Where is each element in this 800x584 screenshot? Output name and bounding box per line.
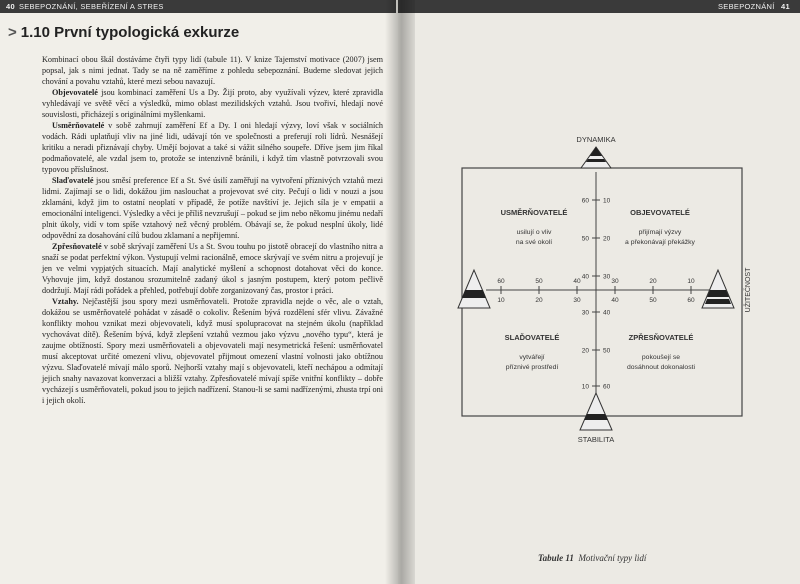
h-tick-label-top: 50	[535, 278, 543, 285]
triangle-bottom-icon	[580, 393, 612, 430]
paragraph-objevovatele	[42, 87, 383, 120]
paragraph-text: v sobě zahrnují zaměření Ef a Dy. I oni hledají výzvy, loví však v sociálních vodách. Rádi uplatňují vliv na jiné lidi, udávají tón ve společnosti a preferují roli lídrů. Nesnášejí kritiku a neradi přiznávají chyby. Umějí bojovat a také si vážit silného soupeře. Dříve jsem jim říkal podmaňovatelé, ale vzdal jsem to, protože se intenzivně bránili, i když tím vlastně potvrzovali svou typovou příslušnost.	[42, 121, 383, 174]
paragraph-zpresnovatele	[42, 241, 383, 296]
quadrant-sladovatele-desc1: vytvářejí	[519, 354, 545, 361]
page-number-left: 40	[6, 2, 15, 11]
v-tick-label-right: 20	[603, 235, 611, 243]
motivation-diagram	[398, 0, 800, 584]
caption-label: Tabule 11	[538, 553, 574, 563]
axis-label-top: DYNAMIKA	[576, 135, 616, 144]
paragraph-intro: Kombinací obou škál dostáváme čtyři typy lidí (tabule 11). V knize Tajemství motivace (2007) jsem popsal, jak s nimi jednat. Tady se na ně zaměříme z pohledu sebepoznání. Budeme sledovat jejich chování a povahu vztahů, které mezi sebou navazují.	[42, 55, 383, 86]
paragraph-text: jsou kombinací zaměření Us a Dy. Žijí proto, aby využívali výzev, které zpravidla vyhledávají ve světě věcí a výsledků, mimo oblast mezilidských vztahů. Jsou tvořiví, hledají nové souvislosti, přicházejí s originálními myšlenkami.	[42, 88, 383, 119]
running-header-left	[0, 0, 396, 13]
term-objevovatele: Objevovatelé	[52, 88, 98, 97]
v-tick-label-left: 40	[581, 273, 589, 281]
triangle-top-icon	[581, 147, 611, 168]
v-tick-label-right: 10	[603, 197, 611, 205]
v-tick-label-left: 30	[581, 309, 589, 317]
v-tick-label-right: 40	[603, 309, 611, 317]
h-tick-label-top: 40	[573, 278, 581, 285]
page-number-right: 41	[781, 2, 790, 11]
quadrant-zpresnovatele-desc2: dosáhnout dokonalosti	[626, 364, 696, 371]
quadrant-zpresnovatele-desc1: pokoušejí se	[641, 354, 681, 361]
running-title-right: SEBEPOZNÁNÍ	[718, 2, 775, 11]
h-tick-label-top: 10	[687, 278, 695, 285]
h-tick-label-bottom: 20	[535, 297, 543, 304]
v-tick-label-right: 60	[603, 383, 611, 391]
term-vztahy: Vztahy.	[52, 297, 79, 306]
quadrant-objevovatele-desc2: a překonávají překážky	[625, 239, 695, 246]
quadrant-objevovatele-desc1: přijímají výzvy	[638, 229, 682, 236]
h-tick-label-top: 60	[497, 278, 505, 285]
axis-label-bottom: STABILITA	[577, 435, 615, 444]
quadrant-usmernovatele-title: USMĚRŇOVATELÉ	[500, 208, 568, 217]
figure-caption	[538, 553, 646, 563]
quadrant-sladovatele-desc2: příznivé prostředí	[505, 364, 559, 371]
triangle-left-icon	[458, 270, 490, 308]
book-gutter-shadow	[385, 0, 415, 584]
h-tick-label-top: 30	[611, 278, 619, 285]
section-marker: >	[8, 24, 17, 41]
axis-label-right: UŽITEČNOST	[745, 267, 752, 313]
h-tick-label-bottom: 60	[687, 297, 695, 304]
v-tick-label-left: 20	[581, 347, 589, 355]
quadrant-zpresnovatele-title: ZPŘESŇOVATELÉ	[628, 333, 694, 342]
term-zpresnovatele: Zpřesňovatelé	[52, 242, 102, 251]
body-text	[42, 54, 383, 406]
quadrant-sladovatele-title: SLAĎOVATELÉ	[504, 333, 560, 342]
paragraph-sladovatele	[42, 175, 383, 241]
section-title: 1.10 První typologická exkurze	[20, 24, 240, 41]
paragraph-text: jsou směsí preference Ef a St. Své úsilí zaměřují na vytvoření příznivých vztahů mezi lidmi. Zajímají se o lidi, dokážou jim naslouchat a projevovat své city. Pečují o lidi v nouzi a jsou zklamáni, když jim to ostatní neoplatí v případě, že potíže navštíví je. Jejich síla je v empatii a emocionální inteligenci. Výsledky a věci je příliš nevzrušují – pokud se jim nebo někomu jinému nedaří plnit úkoly, vidí v tom spíše vztahový než věcný problém. Obávají se, že pokud nesplní úkoly, lidé odpovědní za dosahování cílů budou zklamaní a nepřijemní.	[42, 176, 383, 240]
paragraph-text: Nejčastější jsou spory mezi usměrňovateli. Protože zpravidla nejde o věc, ale o vztah, dokážou se usměrňovatelé pohádat v zásadě o cokoliv. Řešením bývá rozdělení sfér vlivu. Závažné konflikty mohou vznikat mezi objevovateli, když musí spolupracovat na stejném úkolu (například vychovávat dítě). Řešením bývá, když zlepšení vztahů vezmou jako výzvu „nového typu“, která je zaujme obtížností. Spory mezi usměrňovateli a objevovateli mají nesymetrická řešení: usměrňovatel musí akceptovat určité omezení vlivu, objevovatel přijmout omezení vlastní volnosti jako obtížnou výzvu. Slaďovatelé mívají málo sporů. Nejhorší vztahy mají s objevovateli, kteří nechápou a odmítají jejich snahy navazovat konverzaci a bližší vztahy. Zpřesňovatelé mívají spíše vnitřní konflikty – dobře vycházejí s usměrňovateli, pokud jsou to jejich nadřízení. Stanou-li se sami nadřízenými, zhusta trpí oni i jejich okolí.	[42, 297, 383, 405]
v-tick-label-right: 30	[603, 273, 611, 281]
triangle-right-icon	[702, 270, 734, 308]
running-title-left: SEBEPOZNÁNÍ, SEBEŘÍZENÍ A STRES	[18, 2, 164, 11]
caption-text: Motivační typy lidí	[578, 553, 647, 563]
quadrant-usmernovatele-desc1: usilují o vliv	[516, 229, 552, 236]
h-tick-label-bottom: 50	[649, 297, 657, 304]
section-heading	[8, 24, 239, 41]
quadrant-objevovatele-title: OBJEVOVATELÉ	[630, 208, 690, 217]
term-sladovatele: Slaďovatelé	[52, 176, 94, 185]
term-usmernovatele: Usměrňovatelé	[52, 121, 105, 130]
v-tick-label-left: 10	[581, 383, 589, 391]
h-tick-label-bottom: 30	[573, 297, 581, 304]
h-tick-label-bottom: 10	[497, 297, 505, 304]
diagram-frame	[462, 168, 742, 416]
v-tick-label-left: 50	[581, 235, 589, 243]
paragraph-text: v sobě skrývají zaměření Us a St. Svou touhu po jistotě obracejí do vlastního nitra a snaží se podat perfektní výkon. Vystupují velmi racionálně, emoce skrývají ve svém nitru a projevují je jen ve velmi vypjatých situacích. Mají analytické myšlení a schopnost dotahovat věci do konce. Vyhovuje jim, když dostanou srozumitelně zadaný úkol s jasným postupem, který potom pečlivě dodržují. Mají rádi pořádek a přehled, potřebují dobře zorganizovaný čas, prostor i práci.	[42, 242, 383, 295]
v-tick-label-right: 50	[603, 347, 611, 355]
quadrant-usmernovatele-desc2: na své okolí	[515, 239, 553, 246]
v-tick-label-left: 60	[581, 197, 589, 205]
paragraph-vztahy	[42, 296, 383, 406]
right-page	[398, 0, 800, 584]
h-tick-label-bottom: 40	[611, 297, 619, 304]
h-tick-label-top: 20	[649, 278, 657, 285]
paragraph-usmernovatele	[42, 120, 383, 175]
